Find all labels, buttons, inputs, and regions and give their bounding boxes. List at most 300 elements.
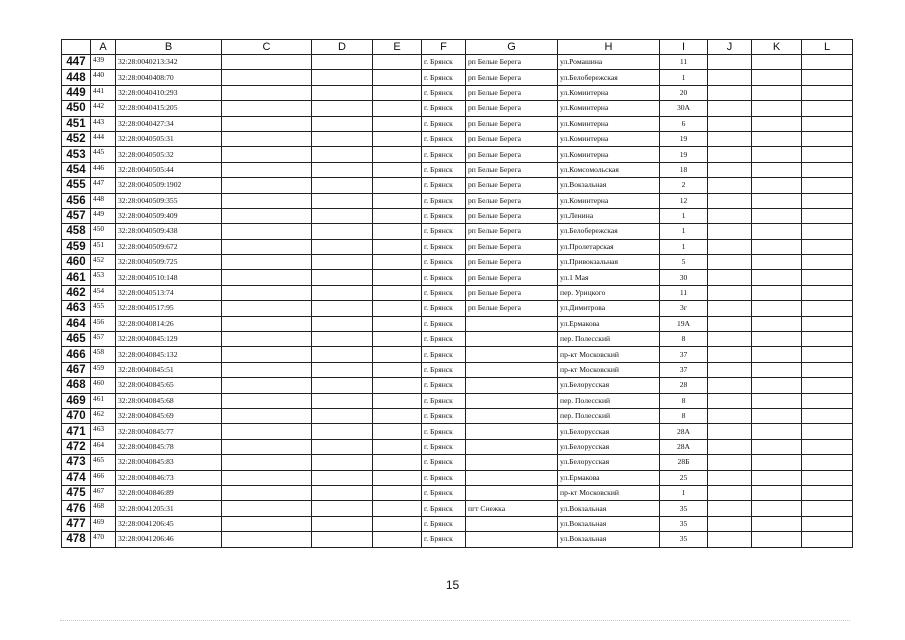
cell-g <box>466 485 558 500</box>
table-row <box>62 131 853 146</box>
cell-g <box>466 516 558 531</box>
cell-f: г. Брянск <box>422 239 466 254</box>
cell-l <box>802 516 853 531</box>
cell-l <box>802 70 853 85</box>
cell-e <box>373 301 422 316</box>
cell-j <box>708 362 752 377</box>
cell-g <box>466 532 558 547</box>
cell-e <box>373 424 422 439</box>
column-header-a: A <box>91 40 116 55</box>
row-number: 478 <box>62 532 91 547</box>
cell-d <box>312 147 373 162</box>
cell-d <box>312 470 373 485</box>
cell-j <box>708 485 752 500</box>
cell-i: 19А <box>660 316 708 331</box>
cell-e <box>373 208 422 223</box>
cell-d <box>312 239 373 254</box>
cell-l <box>802 255 853 270</box>
cell-b: 32:28:0040509:1902 <box>116 178 222 193</box>
cell-g: рп Белые Берега <box>466 224 558 239</box>
cell-g: рп Белые Берега <box>466 85 558 100</box>
cell-g: рп Белые Берега <box>466 208 558 223</box>
cell-j <box>708 332 752 347</box>
row-number: 463 <box>62 301 91 316</box>
cell-e <box>373 455 422 470</box>
cell-d <box>312 532 373 547</box>
cell-d <box>312 347 373 362</box>
cell-h: ул.Пролетарская <box>558 239 660 254</box>
cell-k <box>752 332 802 347</box>
cell-d <box>312 516 373 531</box>
cell-j <box>708 85 752 100</box>
cell-e <box>373 285 422 300</box>
cell-e <box>373 378 422 393</box>
cell-f: г. Брянск <box>422 347 466 362</box>
row-number: 454 <box>62 162 91 177</box>
cell-i: 1 <box>660 70 708 85</box>
cell-f: г. Брянск <box>422 408 466 423</box>
cell-a: 461 <box>91 393 116 408</box>
table-row <box>62 270 853 285</box>
cell-e <box>373 532 422 547</box>
scan-artifact-line <box>60 620 850 622</box>
cell-a: 454 <box>91 285 116 300</box>
cell-k <box>752 85 802 100</box>
table-row <box>62 147 853 162</box>
table-row <box>62 424 853 439</box>
cell-f: г. Брянск <box>422 147 466 162</box>
row-number: 469 <box>62 393 91 408</box>
cell-i: 5 <box>660 255 708 270</box>
cell-i: 3г <box>660 301 708 316</box>
table-row <box>62 378 853 393</box>
row-number: 473 <box>62 455 91 470</box>
cell-g: рп Белые Берега <box>466 70 558 85</box>
cell-a: 450 <box>91 224 116 239</box>
cell-k <box>752 239 802 254</box>
cell-d <box>312 178 373 193</box>
column-header-k: K <box>752 40 802 55</box>
row-number: 476 <box>62 501 91 516</box>
cell-f: г. Брянск <box>422 332 466 347</box>
cell-g <box>466 347 558 362</box>
table-row <box>62 301 853 316</box>
cell-b: 32:28:0040427:34 <box>116 116 222 131</box>
cell-c <box>222 55 312 70</box>
cell-a: 440 <box>91 70 116 85</box>
cell-d <box>312 255 373 270</box>
cell-b: 32:28:0040845:78 <box>116 439 222 454</box>
cell-d <box>312 362 373 377</box>
cell-a: 439 <box>91 55 116 70</box>
cell-a: 468 <box>91 501 116 516</box>
cell-b: 32:28:0040505:32 <box>116 147 222 162</box>
cell-b: 32:28:0040845:68 <box>116 393 222 408</box>
row-number: 452 <box>62 131 91 146</box>
cell-f: г. Брянск <box>422 362 466 377</box>
cell-j <box>708 101 752 116</box>
cell-k <box>752 70 802 85</box>
cell-i: 35 <box>660 532 708 547</box>
cell-a: 444 <box>91 131 116 146</box>
cell-i: 37 <box>660 347 708 362</box>
cell-j <box>708 378 752 393</box>
table-row <box>62 516 853 531</box>
cell-e <box>373 408 422 423</box>
cell-e <box>373 332 422 347</box>
cell-h: ул.Белорусская <box>558 378 660 393</box>
cell-g: рп Белые Берега <box>466 101 558 116</box>
table-row <box>62 55 853 70</box>
cell-h: ул.Вокзальная <box>558 532 660 547</box>
cell-k <box>752 532 802 547</box>
cell-g <box>466 332 558 347</box>
cell-i: 8 <box>660 393 708 408</box>
cell-c <box>222 362 312 377</box>
cell-j <box>708 439 752 454</box>
cell-h: ул.Ленина <box>558 208 660 223</box>
cell-c <box>222 316 312 331</box>
cell-b: 32:28:0040509:672 <box>116 239 222 254</box>
cell-i: 8 <box>660 408 708 423</box>
cell-f: г. Брянск <box>422 116 466 131</box>
cell-h: ул.Коминтерна <box>558 101 660 116</box>
cell-g: рп Белые Берега <box>466 285 558 300</box>
cell-i: 25 <box>660 470 708 485</box>
cell-a: 443 <box>91 116 116 131</box>
cell-i: 1 <box>660 485 708 500</box>
cell-e <box>373 347 422 362</box>
cell-f: г. Брянск <box>422 70 466 85</box>
cell-c <box>222 408 312 423</box>
cell-l <box>802 332 853 347</box>
cell-j <box>708 408 752 423</box>
cell-d <box>312 85 373 100</box>
cell-i: 19 <box>660 147 708 162</box>
table-row <box>62 178 853 193</box>
cell-l <box>802 378 853 393</box>
cell-l <box>802 116 853 131</box>
cell-k <box>752 485 802 500</box>
cell-e <box>373 101 422 116</box>
cell-d <box>312 70 373 85</box>
cell-c <box>222 147 312 162</box>
row-number: 475 <box>62 485 91 500</box>
cell-i: 28 <box>660 378 708 393</box>
cell-f: г. Брянск <box>422 470 466 485</box>
cell-c <box>222 285 312 300</box>
cell-i: 11 <box>660 285 708 300</box>
cell-k <box>752 301 802 316</box>
cell-g <box>466 424 558 439</box>
cell-b: 32:28:0040845:69 <box>116 408 222 423</box>
cell-j <box>708 162 752 177</box>
cell-l <box>802 362 853 377</box>
row-number: 470 <box>62 408 91 423</box>
cell-f: г. Брянск <box>422 501 466 516</box>
row-number: 461 <box>62 270 91 285</box>
cell-k <box>752 270 802 285</box>
cell-k <box>752 455 802 470</box>
cell-k <box>752 208 802 223</box>
cell-c <box>222 470 312 485</box>
cell-b: 32:28:0040509:355 <box>116 193 222 208</box>
cell-e <box>373 193 422 208</box>
cell-h: пр-кт Московский <box>558 362 660 377</box>
cell-c <box>222 239 312 254</box>
column-header-i: I <box>660 40 708 55</box>
cell-c <box>222 162 312 177</box>
cell-l <box>802 408 853 423</box>
row-number: 468 <box>62 378 91 393</box>
cell-b: 32:28:0040845:65 <box>116 378 222 393</box>
cell-f: г. Брянск <box>422 393 466 408</box>
cell-j <box>708 501 752 516</box>
row-number: 477 <box>62 516 91 531</box>
cell-b: 32:28:0040517:95 <box>116 301 222 316</box>
cell-c <box>222 516 312 531</box>
cell-b: 32:28:0041206:45 <box>116 516 222 531</box>
cell-k <box>752 224 802 239</box>
cell-h: ул.Вокзальная <box>558 178 660 193</box>
row-number: 472 <box>62 439 91 454</box>
cell-j <box>708 178 752 193</box>
table-row <box>62 162 853 177</box>
cell-f: г. Брянск <box>422 193 466 208</box>
cell-c <box>222 101 312 116</box>
cell-g <box>466 455 558 470</box>
cell-g <box>466 470 558 485</box>
cell-a: 469 <box>91 516 116 531</box>
row-number: 465 <box>62 332 91 347</box>
cell-e <box>373 316 422 331</box>
cell-j <box>708 470 752 485</box>
cell-d <box>312 485 373 500</box>
row-number: 448 <box>62 70 91 85</box>
cell-j <box>708 285 752 300</box>
cell-a: 462 <box>91 408 116 423</box>
cell-f: г. Брянск <box>422 532 466 547</box>
cell-l <box>802 224 853 239</box>
cell-e <box>373 439 422 454</box>
cell-a: 446 <box>91 162 116 177</box>
cell-i: 28Б <box>660 455 708 470</box>
row-number: 451 <box>62 116 91 131</box>
cell-a: 459 <box>91 362 116 377</box>
cell-c <box>222 178 312 193</box>
cell-k <box>752 516 802 531</box>
cell-k <box>752 55 802 70</box>
column-header-f: F <box>422 40 466 55</box>
column-header-c: C <box>222 40 312 55</box>
cell-k <box>752 285 802 300</box>
cell-e <box>373 116 422 131</box>
cell-k <box>752 178 802 193</box>
cell-i: 35 <box>660 501 708 516</box>
cell-l <box>802 208 853 223</box>
cell-e <box>373 178 422 193</box>
cell-h: ул.Вокзальная <box>558 501 660 516</box>
cell-j <box>708 224 752 239</box>
cell-h: ул.Белобережская <box>558 224 660 239</box>
cell-a: 453 <box>91 270 116 285</box>
cell-e <box>373 485 422 500</box>
cell-l <box>802 239 853 254</box>
cell-f: г. Брянск <box>422 301 466 316</box>
cell-g: рп Белые Берега <box>466 147 558 162</box>
cell-e <box>373 501 422 516</box>
cell-i: 20 <box>660 85 708 100</box>
cell-j <box>708 424 752 439</box>
cell-h: ул.1 Мая <box>558 270 660 285</box>
cell-a: 466 <box>91 470 116 485</box>
cell-l <box>802 455 853 470</box>
cell-e <box>373 470 422 485</box>
cell-l <box>802 347 853 362</box>
table-row <box>62 70 853 85</box>
corner-cell <box>62 40 91 55</box>
column-header-b: B <box>116 40 222 55</box>
cell-b: 32:28:0040509:725 <box>116 255 222 270</box>
cell-b: 32:28:0040513:74 <box>116 285 222 300</box>
cell-h: ул.Коминтерна <box>558 147 660 162</box>
cell-c <box>222 116 312 131</box>
data-table <box>61 39 853 548</box>
cell-c <box>222 208 312 223</box>
table-row <box>62 208 853 223</box>
cell-a: 455 <box>91 301 116 316</box>
cell-c <box>222 193 312 208</box>
cell-d <box>312 208 373 223</box>
cell-c <box>222 501 312 516</box>
cell-a: 456 <box>91 316 116 331</box>
cell-h: ул.Белорусская <box>558 455 660 470</box>
cell-d <box>312 378 373 393</box>
row-number: 466 <box>62 347 91 362</box>
cell-b: 32:28:0040814:26 <box>116 316 222 331</box>
cell-j <box>708 516 752 531</box>
cell-l <box>802 178 853 193</box>
cell-b: 32:28:0040509:438 <box>116 224 222 239</box>
row-number: 447 <box>62 55 91 70</box>
cell-b: 32:28:0040213:342 <box>116 55 222 70</box>
cell-d <box>312 116 373 131</box>
cell-i: 19 <box>660 131 708 146</box>
cell-b: 32:28:0041206:46 <box>116 532 222 547</box>
cell-c <box>222 532 312 547</box>
cell-h: ул.Димитрова <box>558 301 660 316</box>
cell-d <box>312 316 373 331</box>
cell-b: 32:28:0040505:31 <box>116 131 222 146</box>
table-row <box>62 116 853 131</box>
cell-g: рп Белые Берега <box>466 116 558 131</box>
row-number: 456 <box>62 193 91 208</box>
cell-g: рп Белые Берега <box>466 162 558 177</box>
cell-k <box>752 162 802 177</box>
cell-h: пр-кт Московский <box>558 485 660 500</box>
table-row <box>62 501 853 516</box>
cell-h: ул.Комсомольская <box>558 162 660 177</box>
cell-j <box>708 316 752 331</box>
cell-a: 465 <box>91 455 116 470</box>
cell-k <box>752 501 802 516</box>
cell-g <box>466 439 558 454</box>
row-number: 459 <box>62 239 91 254</box>
cell-h: ул.Ромашина <box>558 55 660 70</box>
table-row <box>62 347 853 362</box>
cell-c <box>222 85 312 100</box>
cell-h: ул.Коминтерна <box>558 85 660 100</box>
cell-b: 32:28:0040845:129 <box>116 332 222 347</box>
cell-f: г. Брянск <box>422 516 466 531</box>
cell-l <box>802 193 853 208</box>
cell-i: 2 <box>660 178 708 193</box>
cell-j <box>708 239 752 254</box>
cell-f: г. Брянск <box>422 224 466 239</box>
cell-k <box>752 131 802 146</box>
cell-d <box>312 270 373 285</box>
cell-a: 448 <box>91 193 116 208</box>
table-row <box>62 316 853 331</box>
cell-h: ул.Ермакова <box>558 470 660 485</box>
cell-k <box>752 116 802 131</box>
row-number: 474 <box>62 470 91 485</box>
row-number: 458 <box>62 224 91 239</box>
cell-h: ул.Коминтерна <box>558 193 660 208</box>
cell-h: ул.Привокзальная <box>558 255 660 270</box>
column-header-d: D <box>312 40 373 55</box>
cell-c <box>222 270 312 285</box>
cell-i: 37 <box>660 362 708 377</box>
cell-b: 32:28:0040408:70 <box>116 70 222 85</box>
cell-d <box>312 224 373 239</box>
cell-k <box>752 424 802 439</box>
cell-f: г. Брянск <box>422 439 466 454</box>
cell-h: ул.Ермакова <box>558 316 660 331</box>
cell-e <box>373 516 422 531</box>
cell-j <box>708 147 752 162</box>
cell-l <box>802 101 853 116</box>
column-header-e: E <box>373 40 422 55</box>
cell-c <box>222 70 312 85</box>
cell-b: 32:28:0040846:89 <box>116 485 222 500</box>
cell-h: ул.Белорусская <box>558 424 660 439</box>
cell-f: г. Брянск <box>422 55 466 70</box>
cell-k <box>752 378 802 393</box>
cell-b: 32:28:0040505:44 <box>116 162 222 177</box>
cell-f: г. Брянск <box>422 131 466 146</box>
cell-l <box>802 270 853 285</box>
cell-f: г. Брянск <box>422 178 466 193</box>
cell-e <box>373 162 422 177</box>
cell-g <box>466 408 558 423</box>
cell-h: ул.Коминтерна <box>558 131 660 146</box>
column-header-h: H <box>558 40 660 55</box>
cell-d <box>312 439 373 454</box>
cell-l <box>802 393 853 408</box>
cell-i: 1 <box>660 224 708 239</box>
cell-f: г. Брянск <box>422 85 466 100</box>
cell-l <box>802 316 853 331</box>
cell-d <box>312 285 373 300</box>
table-row <box>62 255 853 270</box>
cell-d <box>312 332 373 347</box>
cell-g: рп Белые Берега <box>466 270 558 285</box>
cell-c <box>222 455 312 470</box>
row-number: 462 <box>62 285 91 300</box>
column-header-g: G <box>466 40 558 55</box>
cell-k <box>752 347 802 362</box>
